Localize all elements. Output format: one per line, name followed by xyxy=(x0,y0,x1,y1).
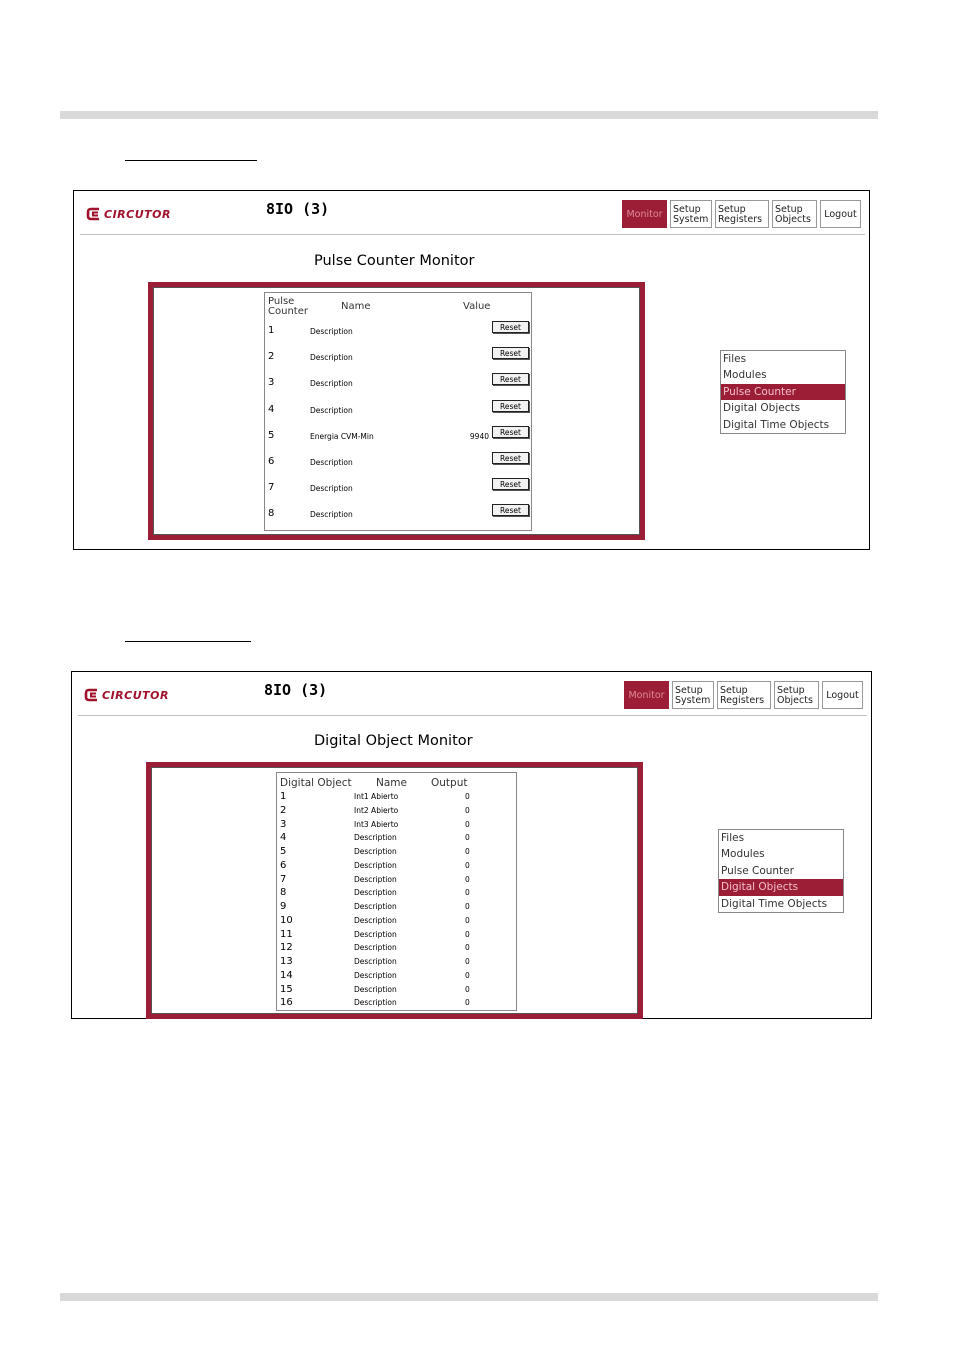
object-name: Description xyxy=(354,984,397,994)
counter-number: 5 xyxy=(268,429,275,441)
object-output: 0 xyxy=(465,902,470,911)
object-name: Description xyxy=(354,929,397,939)
object-output: 0 xyxy=(465,915,470,925)
object-name: Description xyxy=(354,874,397,884)
object-name: Int3 Abierto xyxy=(354,819,399,829)
digital-object-screenshot xyxy=(71,671,872,1019)
object-output: 0 xyxy=(465,943,470,953)
tab-label: Setup xyxy=(775,204,803,215)
object-number: 11 xyxy=(280,928,293,940)
menu-item-files[interactable]: Files xyxy=(721,832,745,844)
counter-number: 6 xyxy=(268,456,275,467)
top-nav-tabs xyxy=(624,681,863,709)
table-row xyxy=(277,887,516,901)
tab-label: Registers xyxy=(718,214,763,225)
tab-label: Objects xyxy=(777,695,813,706)
counter-name: Description xyxy=(310,405,353,415)
page-top-rule xyxy=(60,111,878,119)
tab-label: Objects xyxy=(775,214,811,225)
object-number: 9 xyxy=(280,901,287,912)
tab-label: Setup xyxy=(718,204,746,215)
counter-name: Description xyxy=(310,484,353,494)
table-row xyxy=(265,347,531,373)
object-name: Description xyxy=(354,833,397,843)
object-output: 0 xyxy=(465,805,470,815)
counter-number: 8 xyxy=(268,508,275,520)
device-title: 8IO (3) xyxy=(264,681,328,699)
col-header-counter-line1: Pulse xyxy=(268,296,295,307)
tab-label: Registers xyxy=(720,695,765,706)
tab-label: Setup xyxy=(720,685,748,696)
tab-label: Logout xyxy=(826,690,859,701)
object-output: 0 xyxy=(465,970,470,980)
table-row xyxy=(265,452,531,478)
table-row xyxy=(265,321,531,347)
object-number: 7 xyxy=(280,873,287,885)
table-row xyxy=(265,478,531,504)
object-output: 0 xyxy=(465,888,470,898)
reset-button[interactable]: Reset xyxy=(492,321,529,333)
col-header-counter-line2: Counter xyxy=(268,306,308,317)
tab-logout[interactable] xyxy=(820,200,861,228)
table-row xyxy=(277,915,516,929)
menu-item-pulse-counter[interactable]: Pulse Counter xyxy=(721,864,794,877)
col-header-name: Name xyxy=(341,301,371,312)
table-row xyxy=(277,819,516,833)
monitor-frame xyxy=(146,762,643,1019)
object-name: Description xyxy=(354,888,397,898)
table-row xyxy=(277,956,516,970)
menu-item-digital-objects[interactable]: Digital Objects xyxy=(723,402,801,415)
menu-item-pulse-counter[interactable]: Pulse Counter xyxy=(721,384,845,400)
object-number: 8 xyxy=(280,887,287,899)
table-row xyxy=(265,426,531,452)
counter-name: Description xyxy=(310,353,353,363)
circutor-logo xyxy=(84,687,169,703)
object-name: Int1 Abierto xyxy=(354,792,399,801)
section-heading-underline-2 xyxy=(125,641,251,642)
object-name: Description xyxy=(354,860,397,870)
object-output: 0 xyxy=(465,819,470,829)
counter-number: 3 xyxy=(268,377,275,389)
app-header xyxy=(78,672,867,716)
reset-button[interactable]: Reset xyxy=(492,347,529,359)
tab-label: Monitor xyxy=(626,209,663,220)
reset-button[interactable]: Reset xyxy=(492,426,529,438)
object-number: 5 xyxy=(280,846,287,857)
counter-number: 4 xyxy=(268,403,275,415)
object-number: 6 xyxy=(280,859,287,871)
page-bottom-rule xyxy=(60,1293,878,1301)
object-output: 0 xyxy=(465,792,470,801)
object-output: 0 xyxy=(465,847,470,856)
object-output: 0 xyxy=(465,957,470,966)
object-number: 13 xyxy=(280,956,293,967)
counter-number: 1 xyxy=(268,325,275,336)
object-name: Description xyxy=(354,915,397,925)
counter-name: Description xyxy=(310,510,353,520)
tab-monitor[interactable] xyxy=(624,681,669,709)
object-name: Description xyxy=(354,998,397,1008)
table-row xyxy=(277,984,516,998)
object-number: 15 xyxy=(280,983,293,995)
tab-setup-objects[interactable] xyxy=(772,200,817,228)
menu-item-digital-objects[interactable]: Digital Objects xyxy=(719,879,843,895)
reset-button[interactable]: Reset xyxy=(492,452,529,464)
tab-label: Monitor xyxy=(628,690,665,701)
table-row xyxy=(277,929,516,943)
menu-item-digital-time-objects[interactable]: Digital Time Objects xyxy=(723,418,830,431)
menu-item-modules[interactable]: Modules xyxy=(721,848,765,861)
counter-number: 2 xyxy=(268,351,275,363)
app-header xyxy=(80,191,865,235)
col-header-counter xyxy=(268,297,308,317)
logo-text: CIRCUTOR xyxy=(104,207,171,221)
tab-setup-registers[interactable] xyxy=(715,200,769,228)
menu-item-files[interactable]: Files xyxy=(723,353,747,365)
table-row xyxy=(265,373,531,399)
object-number: 12 xyxy=(280,942,293,954)
counter-name: Energia CVM-Min xyxy=(310,431,374,441)
object-number: 3 xyxy=(280,818,287,830)
table-row xyxy=(277,805,516,819)
col-header-name: Name xyxy=(376,777,407,789)
side-menu xyxy=(720,350,846,434)
tab-setup-system[interactable] xyxy=(672,681,714,709)
pulse-counter-screenshot xyxy=(73,190,870,550)
object-number: 1 xyxy=(280,791,287,802)
table-row xyxy=(277,832,516,846)
top-nav-tabs xyxy=(622,200,861,228)
object-number: 16 xyxy=(280,997,293,1009)
reset-button[interactable]: Reset xyxy=(492,504,529,516)
object-name: Description xyxy=(354,902,397,911)
object-number: 4 xyxy=(280,832,287,844)
tab-label: Setup xyxy=(675,685,703,696)
object-output: 0 xyxy=(465,874,470,884)
reset-button[interactable]: Reset xyxy=(492,373,529,385)
reset-button[interactable]: Reset xyxy=(492,400,529,412)
counter-number: 7 xyxy=(268,482,275,494)
object-number: 2 xyxy=(280,804,287,816)
circutor-logo-icon xyxy=(86,207,101,221)
tab-setup-registers[interactable] xyxy=(717,681,771,709)
side-menu xyxy=(718,829,844,913)
object-name: Description xyxy=(354,970,397,980)
table-row xyxy=(277,846,516,860)
table-row xyxy=(277,970,516,984)
col-header-object: Digital Object xyxy=(280,777,352,789)
table-row xyxy=(265,400,531,426)
table-row xyxy=(277,791,516,805)
tab-label: System xyxy=(673,214,709,225)
tab-logout[interactable] xyxy=(822,681,863,709)
table-row xyxy=(277,942,516,956)
object-output: 0 xyxy=(465,984,470,994)
tab-label: System xyxy=(675,695,711,706)
tab-setup-system[interactable] xyxy=(670,200,712,228)
table-row xyxy=(265,504,531,530)
object-number: 14 xyxy=(280,969,293,981)
circutor-logo-icon xyxy=(84,688,99,702)
col-header-output: Output xyxy=(431,777,468,789)
object-output: 0 xyxy=(465,833,470,843)
object-number: 10 xyxy=(280,914,293,926)
table-row xyxy=(277,860,516,874)
page-title: Digital Object Monitor xyxy=(314,733,473,749)
menu-item-digital-time-objects[interactable]: Digital Time Objects xyxy=(721,897,828,910)
counter-name: Description xyxy=(310,327,353,336)
reset-button[interactable]: Reset xyxy=(492,478,529,490)
col-header-value: Value xyxy=(463,301,491,312)
table-row xyxy=(277,874,516,888)
tab-label: Setup xyxy=(673,204,701,215)
menu-item-modules[interactable]: Modules xyxy=(723,369,767,382)
monitor-frame xyxy=(148,282,645,540)
pulse-counter-table xyxy=(264,292,532,531)
page-title: Pulse Counter Monitor xyxy=(314,253,475,269)
counter-name: Description xyxy=(310,458,353,467)
tab-monitor[interactable] xyxy=(622,200,667,228)
object-name: Description xyxy=(354,847,397,856)
object-output: 0 xyxy=(465,929,470,939)
device-title: 8IO (3) xyxy=(266,200,330,218)
object-name: Description xyxy=(354,943,397,953)
object-name: Int2 Abierto xyxy=(354,805,399,815)
digital-object-table xyxy=(276,772,517,1011)
table-row xyxy=(277,997,516,1011)
logo-text: CIRCUTOR xyxy=(102,688,169,702)
object-output: 0 xyxy=(465,998,470,1008)
table-row xyxy=(277,901,516,915)
tab-label: Setup xyxy=(777,685,805,696)
section-heading-underline-1 xyxy=(125,160,257,161)
tab-label: Logout xyxy=(824,209,857,220)
object-name: Description xyxy=(354,957,397,966)
object-output: 0 xyxy=(465,860,470,870)
tab-setup-objects[interactable] xyxy=(774,681,819,709)
circutor-logo xyxy=(86,206,171,222)
counter-value: 9940 xyxy=(469,431,489,441)
counter-name: Description xyxy=(310,379,353,389)
